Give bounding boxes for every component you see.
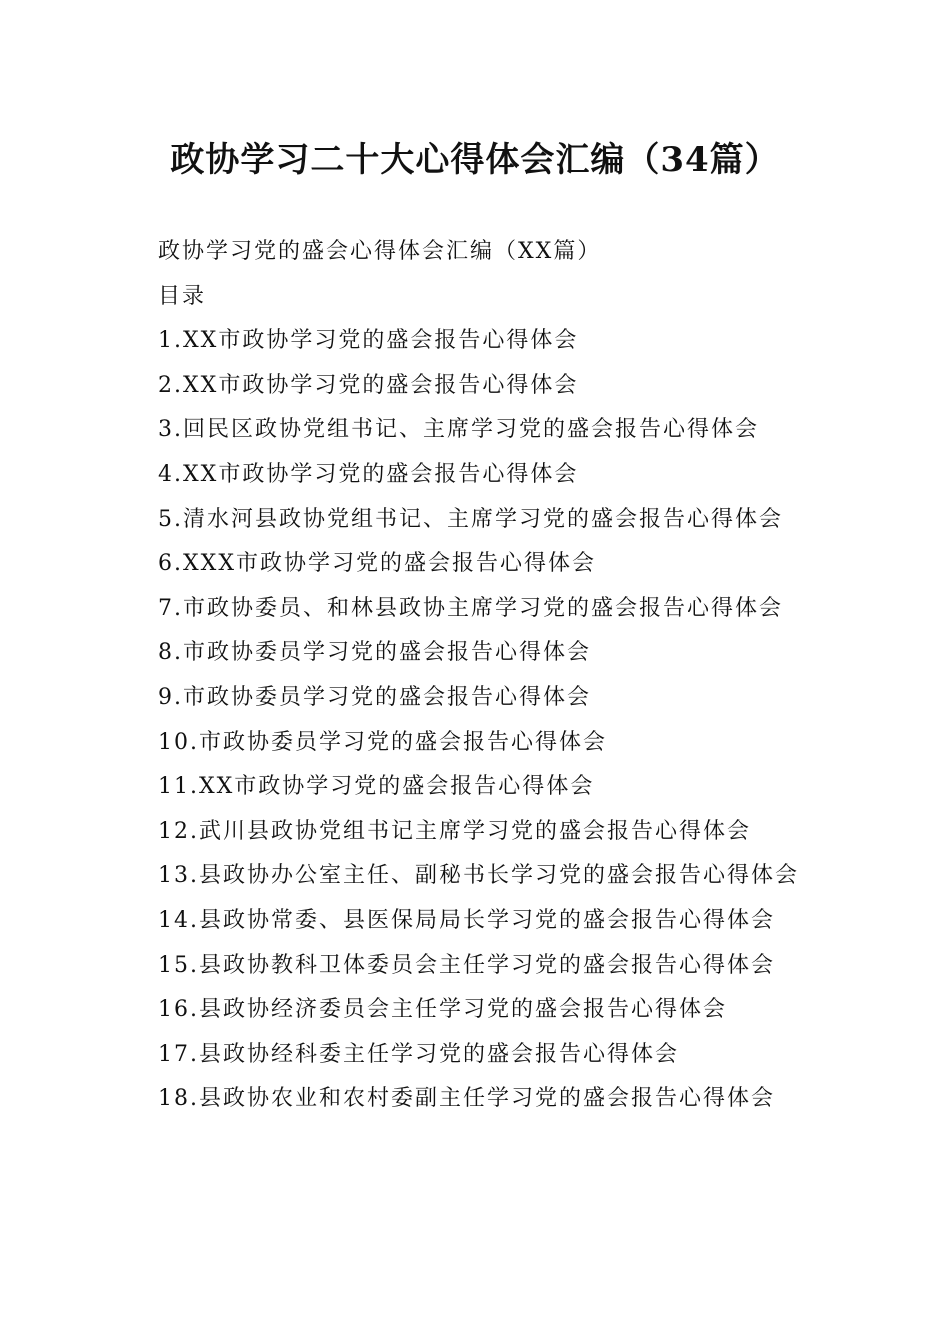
toc-item-8: 8.市政协委员学习党的盛会报告心得体会 (158, 640, 591, 666)
subtitle: 政协学习党的盛会心得体会汇编（XX篇） (158, 239, 602, 264)
toc-item-2: 2.XX市政协学习党的盛会报告心得体会 (158, 372, 579, 398)
toc-item-3: 3.回民区政协党组书记、主席学习党的盛会报告心得体会 (158, 417, 759, 443)
toc-item-9: 9.市政协委员学习党的盛会报告心得体会 (158, 684, 591, 710)
toc-item-1: 1.XX市政协学习党的盛会报告心得体会 (158, 328, 579, 354)
toc-item-14: 14.县政协常委、县医保局局长学习党的盛会报告心得体会 (158, 907, 775, 933)
toc-item-18: 18.县政协农业和农村委副主任学习党的盛会报告心得体会 (158, 1086, 775, 1112)
toc-item-16: 16.县政协经济委员会主任学习党的盛会报告心得体会 (158, 997, 727, 1023)
toc-item-13: 13.县政协办公室主任、副秘书长学习党的盛会报告心得体会 (158, 863, 799, 889)
toc-item-5: 5.清水河县政协党组书记、主席学习党的盛会报告心得体会 (158, 506, 783, 532)
toc-item-4: 4.XX市政协学习党的盛会报告心得体会 (158, 461, 579, 487)
document-title: 政协学习二十大心得体会汇编（34篇） (170, 140, 780, 180)
toc-item-6: 6.XXX市政协学习党的盛会报告心得体会 (158, 551, 596, 577)
toc-item-10: 10.市政协委员学习党的盛会报告心得体会 (158, 729, 607, 755)
toc-item-12: 12.武川县政协党组书记主席学习党的盛会报告心得体会 (158, 818, 751, 844)
toc-item-17: 17.县政协经科委主任学习党的盛会报告心得体会 (158, 1041, 679, 1067)
toc-heading: 目录 (158, 283, 207, 309)
toc-item-7: 7.市政协委员、和林县政协主席学习党的盛会报告心得体会 (158, 595, 783, 621)
toc-item-15: 15.县政协教科卫体委员会主任学习党的盛会报告心得体会 (158, 952, 775, 978)
document-body (120, 230, 830, 1122)
toc-item-11: 11.XX市政协学习党的盛会报告心得体会 (158, 774, 595, 800)
